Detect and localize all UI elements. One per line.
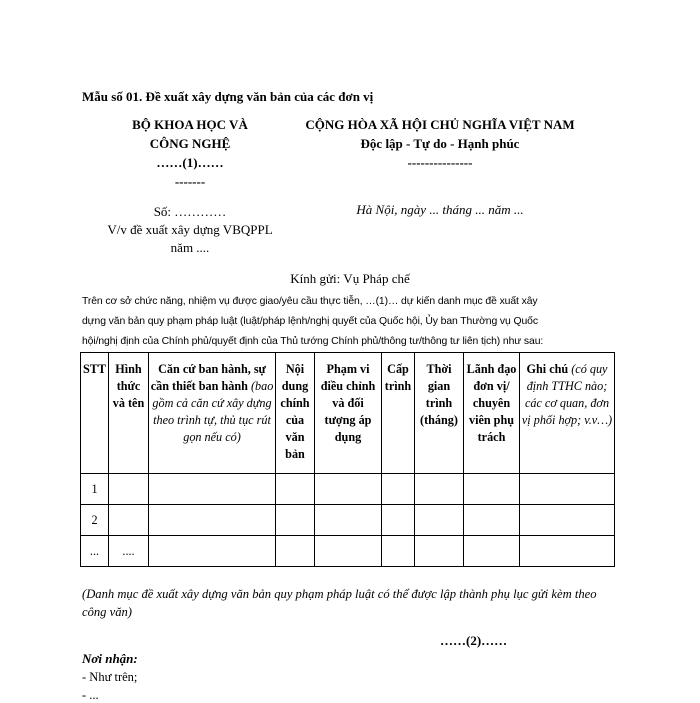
table-cell: 2 [81,505,109,536]
document-number-block [80,203,300,257]
table-cell [315,474,382,505]
table-cell [520,474,615,505]
header-label: Hình thức và tên [112,362,145,410]
header-content [276,353,315,474]
table-cell [382,505,415,536]
table-cell [276,536,315,567]
table-cell: 1 [81,474,109,505]
addressee: Kính gửi: Vụ Pháp chế [290,271,410,286]
table-cell [276,474,315,505]
header-basis [149,353,276,474]
table-cell [520,505,615,536]
proposal-table [80,352,615,567]
table-cell [464,536,520,567]
table-cell [382,536,415,567]
header-level [382,353,415,474]
intro-line: dựng văn bản quy phạm pháp luật (luật/pháp lệnh/nghị quyết của Quốc hội, Ủy ban Thường vụ Quốc [82,316,538,327]
table-cell [149,536,276,567]
form-title: Mẫu số 01. Đề xuất xây dựng văn bản của các đơn vị [82,89,374,104]
national-title: CỘNG HÒA XÃ HỘI CHỦ NGHĨA VIỆT NAM [305,117,575,132]
table-cell [415,536,464,567]
table-cell [464,505,520,536]
header-note [520,353,615,474]
table-cell [276,505,315,536]
header-label: Nội dung chính của văn bản [280,362,310,461]
table-cell [315,505,382,536]
header-sublabel: (có quy định TTHC nào; các cơ quan, đơn vị phối hợp; v.v…) [521,362,613,427]
table-cell [464,474,520,505]
intro-paragraph [82,292,622,352]
table-cell [382,474,415,505]
signature-placeholder: ……(2)…… [440,633,508,648]
table-row [81,536,615,567]
header-form-name [109,353,149,474]
table-cell [109,505,149,536]
intro-line: hội/nghị định của Chính phủ/quyết định của Thủ tướng Chính phủ/thông tư/thông tư liên tịch) như sau: [82,336,544,347]
agency-divider: ------- [174,174,206,189]
table-cell [109,474,149,505]
header-label: Thời gian trình (tháng) [420,362,458,427]
table-cell [149,505,276,536]
document-number: Số: ………… [153,204,227,219]
agency-name-line1: BỘ KHOA HỌC VÀ [132,117,248,132]
recipient-item: - ... [82,688,99,702]
table-note: (Danh mục đề xuất xây dựng văn bản quy phạm pháp luật có thể được lập thành phụ lục gửi kèm theo công văn) [82,587,597,619]
table-cell: ... [81,536,109,567]
unit-placeholder: ……(1)…… [156,155,224,170]
table-row [81,505,615,536]
header-stt [81,353,109,474]
table-row [81,474,615,505]
header-leader [464,353,520,474]
table-cell [520,536,615,567]
recipient-item: - Như trên; [82,670,138,684]
date-line: Hà Nội, ngày ... tháng ... năm ... [356,202,524,217]
header-label: Căn cứ ban hành, sự cần thiết ban hành [150,362,266,393]
header-label: Ghi chú [526,362,569,376]
intro-line: Trên cơ sở chức năng, nhiệm vụ được giao/yêu cầu thực tiễn, …(1)… dự kiến danh mục đề xuất xây [82,296,538,307]
recipients-title: Nơi nhận: [82,651,138,666]
table-cell [415,474,464,505]
national-divider: --------------- [407,155,473,170]
national-header [290,115,590,172]
document-subject-line1: V/v đề xuất xây dựng VBQPPL [107,222,273,237]
table-header-row [81,353,615,474]
header-label: Phạm vi điều chỉnh và đối tượng áp dụng [320,362,376,444]
agency-header [80,115,300,191]
document-subject-line2: năm .... [170,240,210,255]
header-scope [315,353,382,474]
national-motto: Độc lập - Tự do - Hạnh phúc [360,136,520,151]
header-time [415,353,464,474]
table-cell [149,474,276,505]
table-cell [415,505,464,536]
header-label: Lãnh đạo đơn vị/ chuyên viên phụ trách [466,362,517,444]
header-sublabel: (bao gồm cả căn cứ xây dựng theo trình tự, thủ tục rút gọn nếu có) [152,379,274,444]
table-cell: .... [109,536,149,567]
header-label: STT [82,362,107,376]
table-cell [315,536,382,567]
header-label: Cấp trình [384,362,412,393]
agency-name-line2: CÔNG NGHỆ [149,136,231,151]
